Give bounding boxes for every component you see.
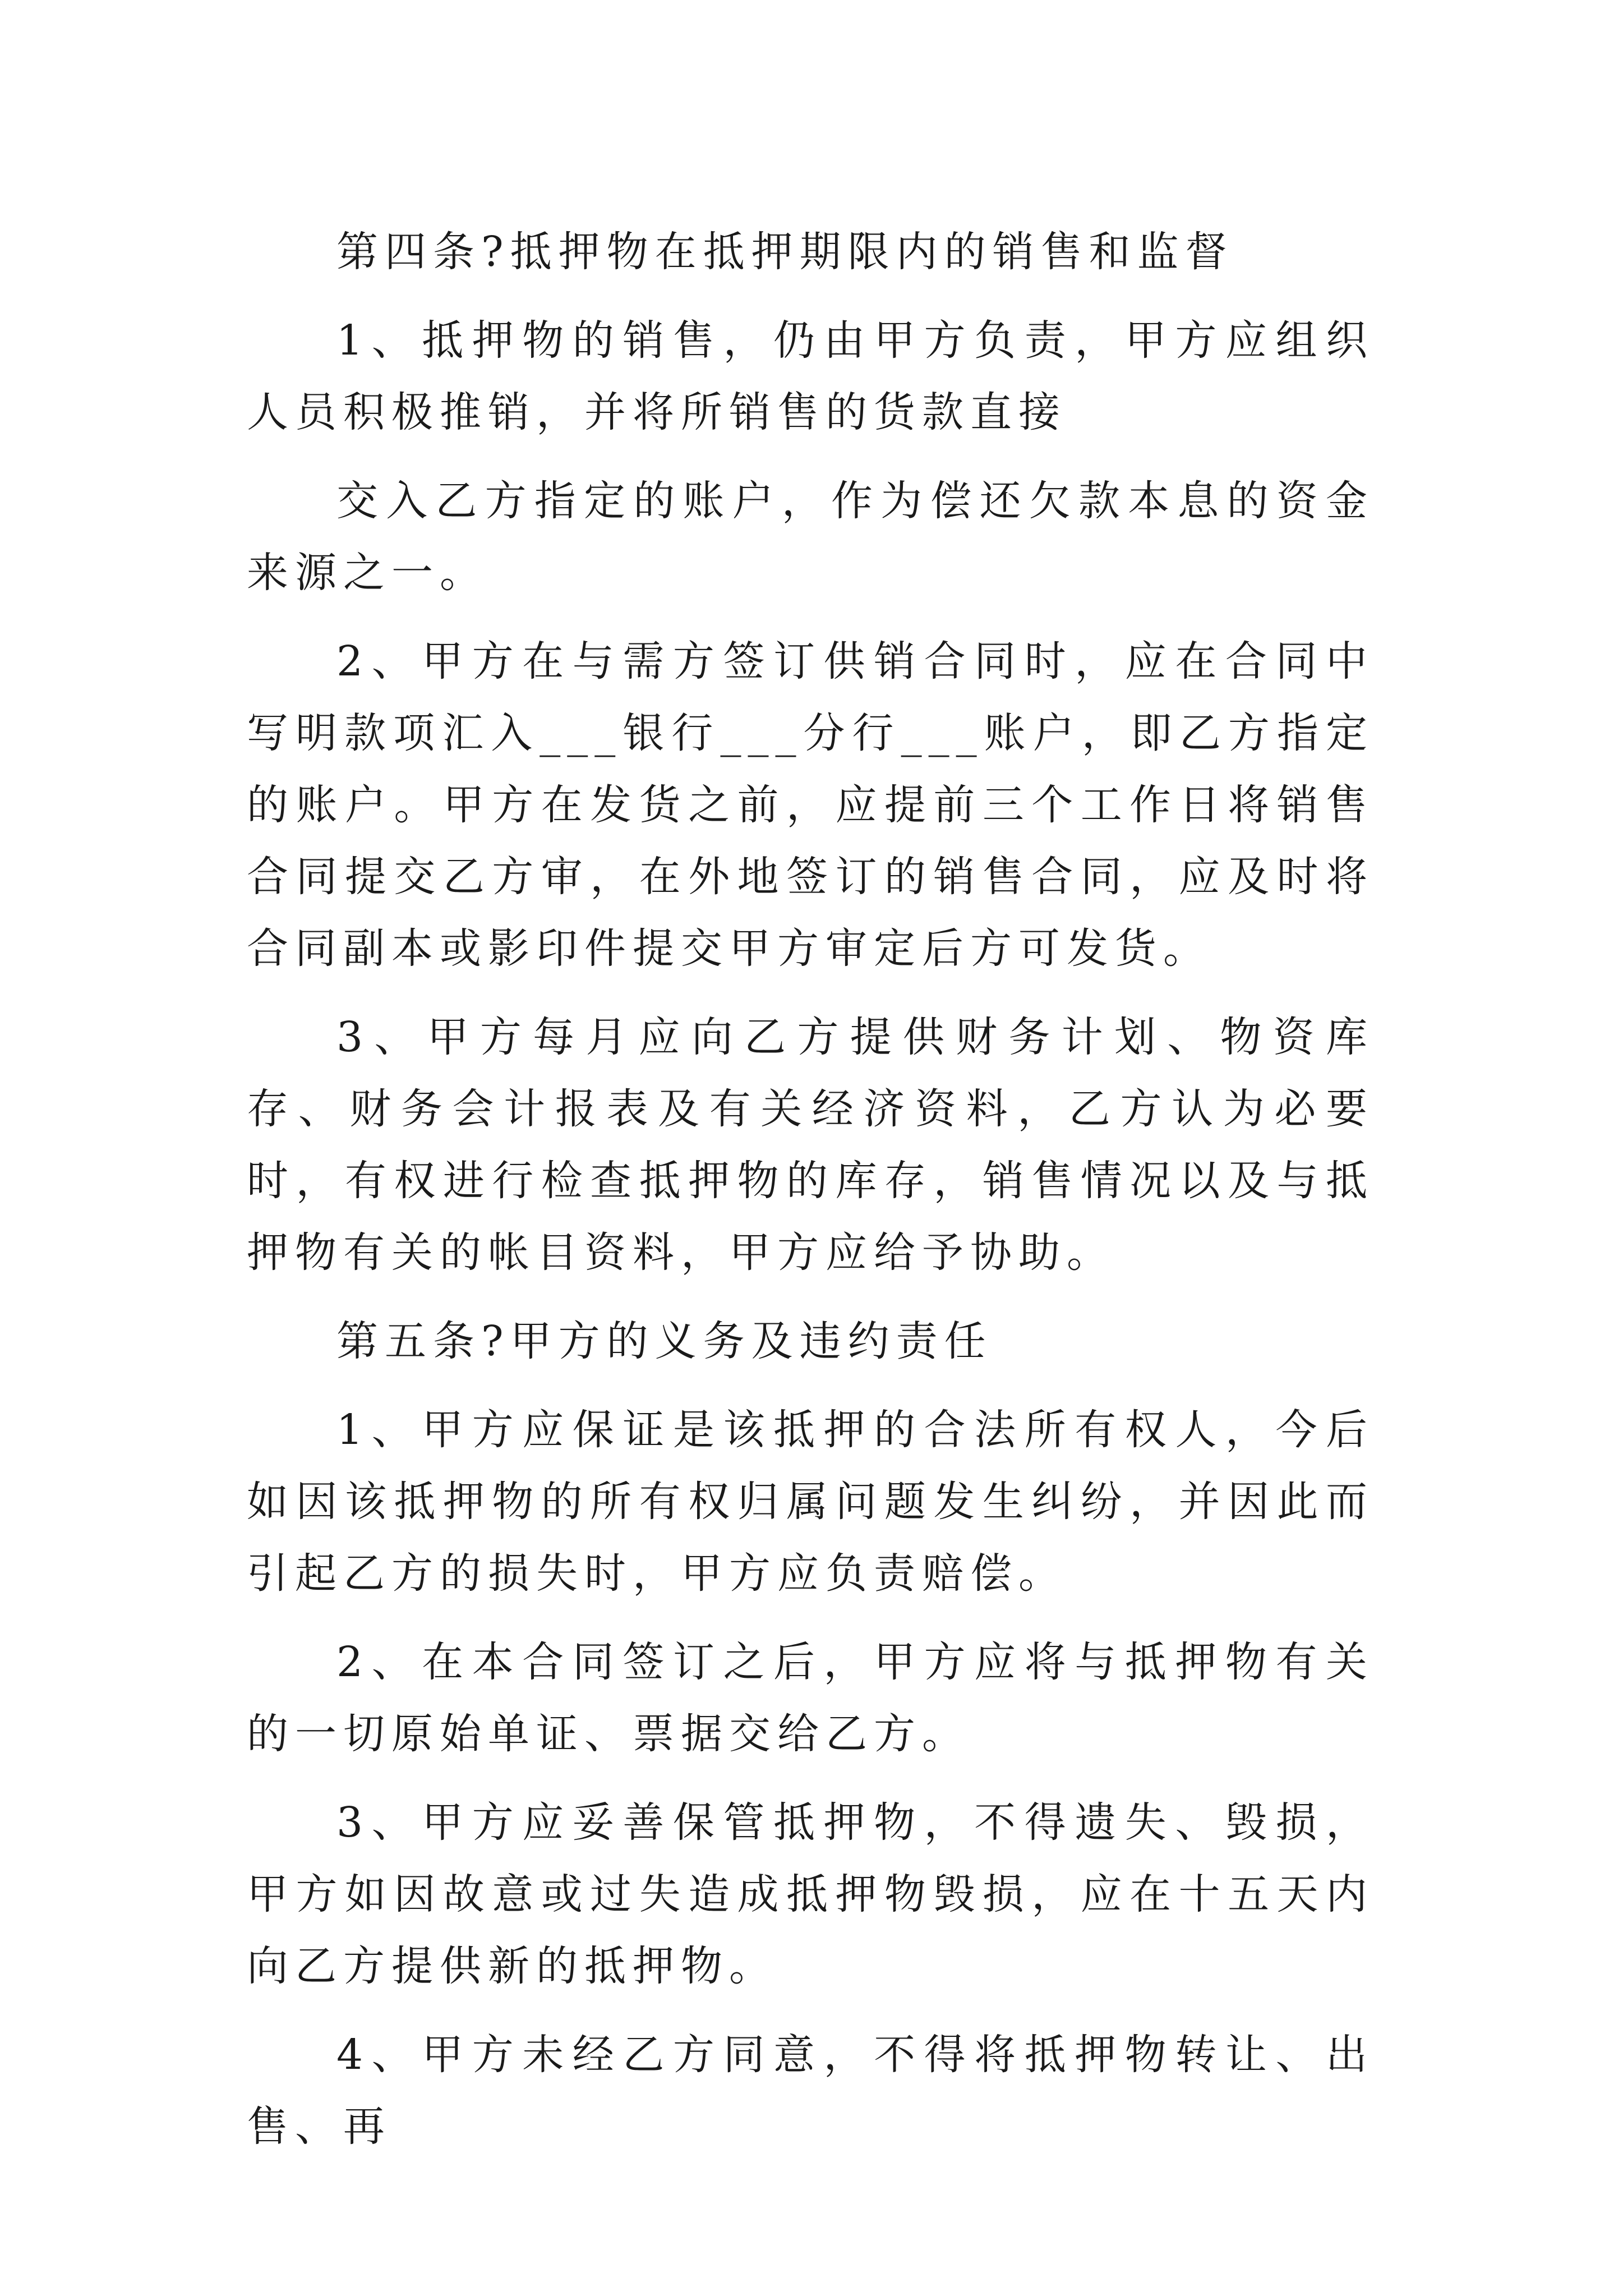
- article-4-heading: 第四条?抵押物在抵押期限内的销售和监督: [336, 228, 1234, 276]
- article-5-clause-3: 3、甲方应妥善保管抵押物，不得遗失、毁损，甲方如因故意或过失造成抵押物毁损，应在十五天内向乙方提供新的抵押物。: [247, 1798, 1374, 1990]
- article-4-clause-1-continued: 交入乙方指定的账户，作为偿还欠款本息的资金来源之一。: [247, 477, 1374, 597]
- article-4-clause-2: 2、甲方在与需方签订供销合同时，应在合同中写明款项汇入___银行___分行___账户，即乙方指定的账户。甲方在发货之前，应提前三个工作日将销售合同提交乙方审，在外地签订的销售合同，应及时将合同副本或影印件提交甲方审定后方可发货。: [247, 637, 1374, 973]
- article-5-heading: 第五条?甲方的义务及违约责任: [336, 1317, 993, 1365]
- article-4-clause-1: 1、抵押物的销售，仍由甲方负责，甲方应组织人员积极推销，并将所销售的货款直接: [247, 316, 1374, 436]
- document-page: [247, 216, 1374, 2162]
- article-5-clause-2: 2、在本合同签订之后，甲方应将与抵押物有关的一切原始单证、票据交给乙方。: [247, 1638, 1374, 1758]
- article-5-clause-4: 4、甲方未经乙方同意，不得将抵押物转让、出售、再: [247, 2031, 1374, 2151]
- article-5-clause-1: 1、甲方应保证是该抵押的合法所有权人，今后如因该抵押物的所有权归属问题发生纠纷，并因此而引起乙方的损失时，甲方应负责赔偿。: [247, 1406, 1374, 1598]
- article-4-clause-3: 3、甲方每月应向乙方提供财务计划、物资库存、财务会计报表及有关经济资料，乙方认为必要时，有权进行检查抵押物的库存，销售情况以及与抵押物有关的帐目资料，甲方应给予协助。: [247, 1013, 1374, 1277]
